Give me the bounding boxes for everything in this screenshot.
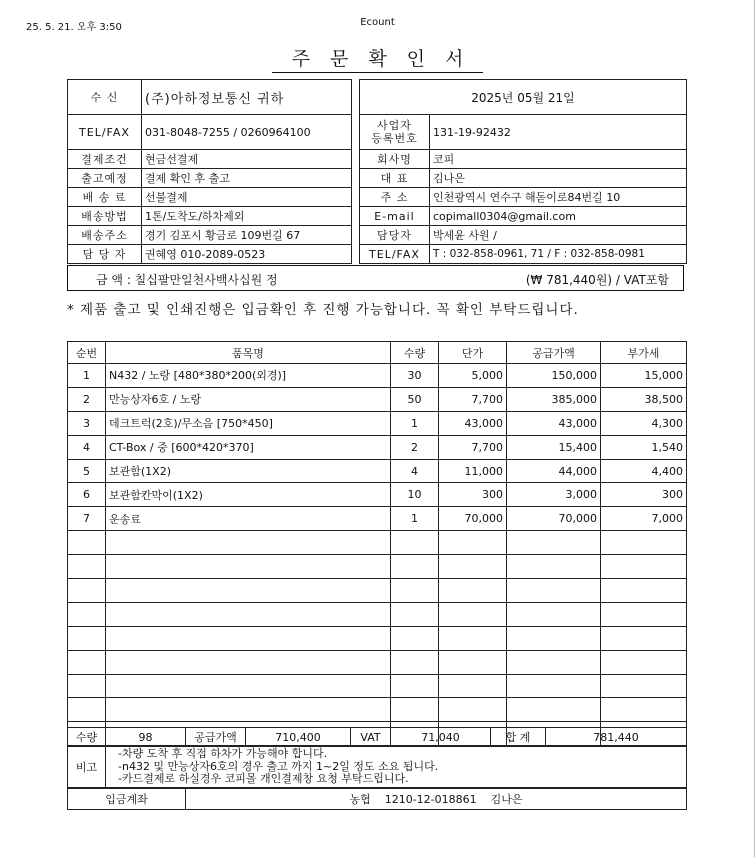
cell-qty [391,626,439,650]
total-vat: 71,040 [391,728,491,747]
cell-vat: 38,500 [601,387,687,411]
cell-qty: 1 [391,411,439,435]
supp-label: E-mail [360,207,430,226]
bizno-label: 사업자 등록번호 [360,115,430,150]
recv-label: 결제조건 [68,150,142,169]
recv-label: 배송주소 [68,226,142,245]
amount-words: 금 액 : 칠십팔만일천사백사십원 정 [96,273,278,287]
remarks-table [67,746,687,788]
cell-name: 만능상자6호 / 노랑 [106,387,391,411]
grand-total: 781,440 [546,728,687,747]
cell-supply [507,650,601,674]
cell-vat [601,674,687,698]
recv-label: 담 당 자 [68,245,142,264]
recv-value: 현금선결제 [142,150,352,169]
cell-qty [391,674,439,698]
cell-no [68,531,106,555]
cell-price: 11,000 [439,459,507,483]
remark-line: -카드결제로 하실경우 코피몰 개인결제창 요청 부탁드립니다. [118,772,409,786]
cell-vat [601,602,687,626]
cell-supply [507,602,601,626]
cell-supply [507,579,601,603]
cell-name [106,674,391,698]
total-supply: 710,400 [246,728,351,747]
supp-label: 회사명 [360,150,430,169]
cell-supply [507,555,601,579]
remarks-label: 비고 [68,747,106,788]
cell-price [439,602,507,626]
cell-qty: 50 [391,387,439,411]
cell-name [106,650,391,674]
cell-name: 보관함(1X2) [106,459,391,483]
table-row [68,459,687,483]
cell-price: 43,000 [439,411,507,435]
cell-no [68,698,106,722]
col-header: 순번 [68,342,106,364]
to-value: (주)아하정보통신 귀하 [142,80,352,115]
cell-price [439,579,507,603]
cell-no: 7 [68,507,106,531]
totals-table [67,727,687,747]
amount-box [67,265,684,291]
cell-vat [601,531,687,555]
cell-qty [391,602,439,626]
cell-qty [391,531,439,555]
cell-price [439,650,507,674]
table-row [68,364,687,388]
cell-name: 운송료 [106,507,391,531]
cell-supply [507,674,601,698]
cell-qty [391,698,439,722]
cell-no [68,674,106,698]
cell-name: 보관함칸막이(1X2) [106,483,391,507]
cell-supply: 3,000 [507,483,601,507]
cell-qty [391,555,439,579]
empty-row [68,531,687,555]
cell-supply: 385,000 [507,387,601,411]
to-label: 수 신 [68,80,142,115]
recv-value: 경기 김포시 황금로 109번길 67 [142,226,352,245]
col-header: 공급가액 [507,342,601,364]
cell-vat [601,579,687,603]
col-header: 품목명 [106,342,391,364]
remark-line: -차량 도착 후 직접 하차가 가능해야 합니다. [118,747,328,761]
total-qty: 98 [106,728,186,747]
cell-supply [507,626,601,650]
supp-label: 대 표 [360,169,430,188]
cell-no [68,602,106,626]
cell-vat: 4,300 [601,411,687,435]
cell-no [68,579,106,603]
cell-qty [391,650,439,674]
cell-name [106,555,391,579]
col-header: 단가 [439,342,507,364]
cell-name: N432 / 노랑 [480*380*200(외경)] [106,364,391,388]
tel-value: 031-8048-7255 / 0260964100 [142,115,352,150]
cell-no: 5 [68,459,106,483]
app-name: Ecount [360,17,395,28]
cell-qty: 2 [391,435,439,459]
empty-row [68,650,687,674]
cell-vat: 4,400 [601,459,687,483]
items-table [67,341,687,746]
recv-value: 1톤/도착도/하차제외 [142,207,352,226]
cell-no: 4 [68,435,106,459]
cell-name: CT-Box / 중 [600*420*370] [106,435,391,459]
cell-vat [601,698,687,722]
order-date: 2025년 05월 21일 [360,80,687,115]
supp-label: TEL/FAX [360,245,430,264]
cell-price: 7,700 [439,435,507,459]
cell-supply: 44,000 [507,459,601,483]
cell-supply [507,698,601,722]
recv-value: 선불결제 [142,188,352,207]
cell-name [106,579,391,603]
amount-figure: (₩ 781,440원) / VAT포함 [525,273,669,287]
document-title: 주문확인서 [0,44,755,71]
cell-no [68,650,106,674]
cell-supply: 70,000 [507,507,601,531]
recv-label: 배 송 료 [68,188,142,207]
supp-email[interactable]: copimall0304@gmail.com [430,207,687,226]
cell-price: 70,000 [439,507,507,531]
cell-no: 6 [68,483,106,507]
print-timestamp: 25. 5. 21. 오후 3:50 [26,22,122,33]
supp-label: 담당자 [360,226,430,245]
col-header: 부가세 [601,342,687,364]
bank-account: 농협 1210-12-018861 김나은 [186,789,687,810]
cell-price [439,531,507,555]
cell-name [106,698,391,722]
recv-label: 배송방법 [68,207,142,226]
cell-qty: 1 [391,507,439,531]
table-row [68,411,687,435]
recipient-table [67,79,352,264]
cell-no [68,555,106,579]
cell-qty [391,579,439,603]
cell-no: 2 [68,387,106,411]
table-row [68,387,687,411]
cell-vat: 300 [601,483,687,507]
recv-value: 권혜영 010-2089-0523 [142,245,352,264]
cell-price: 300 [439,483,507,507]
empty-row [68,698,687,722]
cell-supply [507,531,601,555]
supp-value: 코피 [430,150,687,169]
cell-price: 7,700 [439,387,507,411]
recv-label: 출고예정 [68,169,142,188]
supp-value: 김나은 [430,169,687,188]
cell-name: 데크트럭(2호)/무소음 [750*450] [106,411,391,435]
cell-supply: 150,000 [507,364,601,388]
cell-price [439,698,507,722]
cell-price [439,626,507,650]
cell-supply: 43,000 [507,411,601,435]
cell-name [106,626,391,650]
cell-qty: 4 [391,459,439,483]
supp-value: 인천광역시 연수구 해돋이로84번길 10 [430,188,687,207]
cell-no: 3 [68,411,106,435]
bizno-value: 131-19-92432 [430,115,687,150]
cell-vat: 1,540 [601,435,687,459]
supp-label: 주 소 [360,188,430,207]
empty-row [68,626,687,650]
bank-label: 입금계좌 [68,789,186,810]
table-row [68,435,687,459]
cell-no: 1 [68,364,106,388]
cell-supply: 15,400 [507,435,601,459]
cell-name [106,531,391,555]
cell-vat: 7,000 [601,507,687,531]
cell-price [439,674,507,698]
empty-row [68,555,687,579]
empty-row [68,602,687,626]
cell-qty: 10 [391,483,439,507]
cell-name [106,602,391,626]
empty-row [68,674,687,698]
table-row [68,507,687,531]
bank-table [67,788,687,810]
total-supply-label: 공급가액 [186,728,246,747]
table-row [68,483,687,507]
total-qty-label: 수량 [68,728,106,747]
empty-row [68,579,687,603]
remark-line: -n432 및 만능상자6호의 경우 출고 까지 1~2일 정도 소요 됩니다. [118,759,439,773]
notice-text: * 제품 출고 및 인쇄진행은 입금확인 후 진행 가능합니다. 꼭 확인 부탁드립니다. [67,302,579,318]
supp-value: T : 032-858-0961, 71 / F : 032-858-0981 [430,245,687,264]
supp-value: 박세윤 사원 / [430,226,687,245]
cell-price [439,555,507,579]
cell-qty: 30 [391,364,439,388]
tel-label: TEL/FAX [68,115,142,150]
recv-value: 결제 확인 후 출고 [142,169,352,188]
cell-vat [601,555,687,579]
grand-total-label: 합 계 [491,728,546,747]
cell-price: 5,000 [439,364,507,388]
total-vat-label: VAT [351,728,391,747]
cell-vat [601,626,687,650]
cell-vat: 15,000 [601,364,687,388]
cell-no [68,626,106,650]
col-header: 수량 [391,342,439,364]
cell-vat [601,650,687,674]
supplier-table [359,79,687,264]
